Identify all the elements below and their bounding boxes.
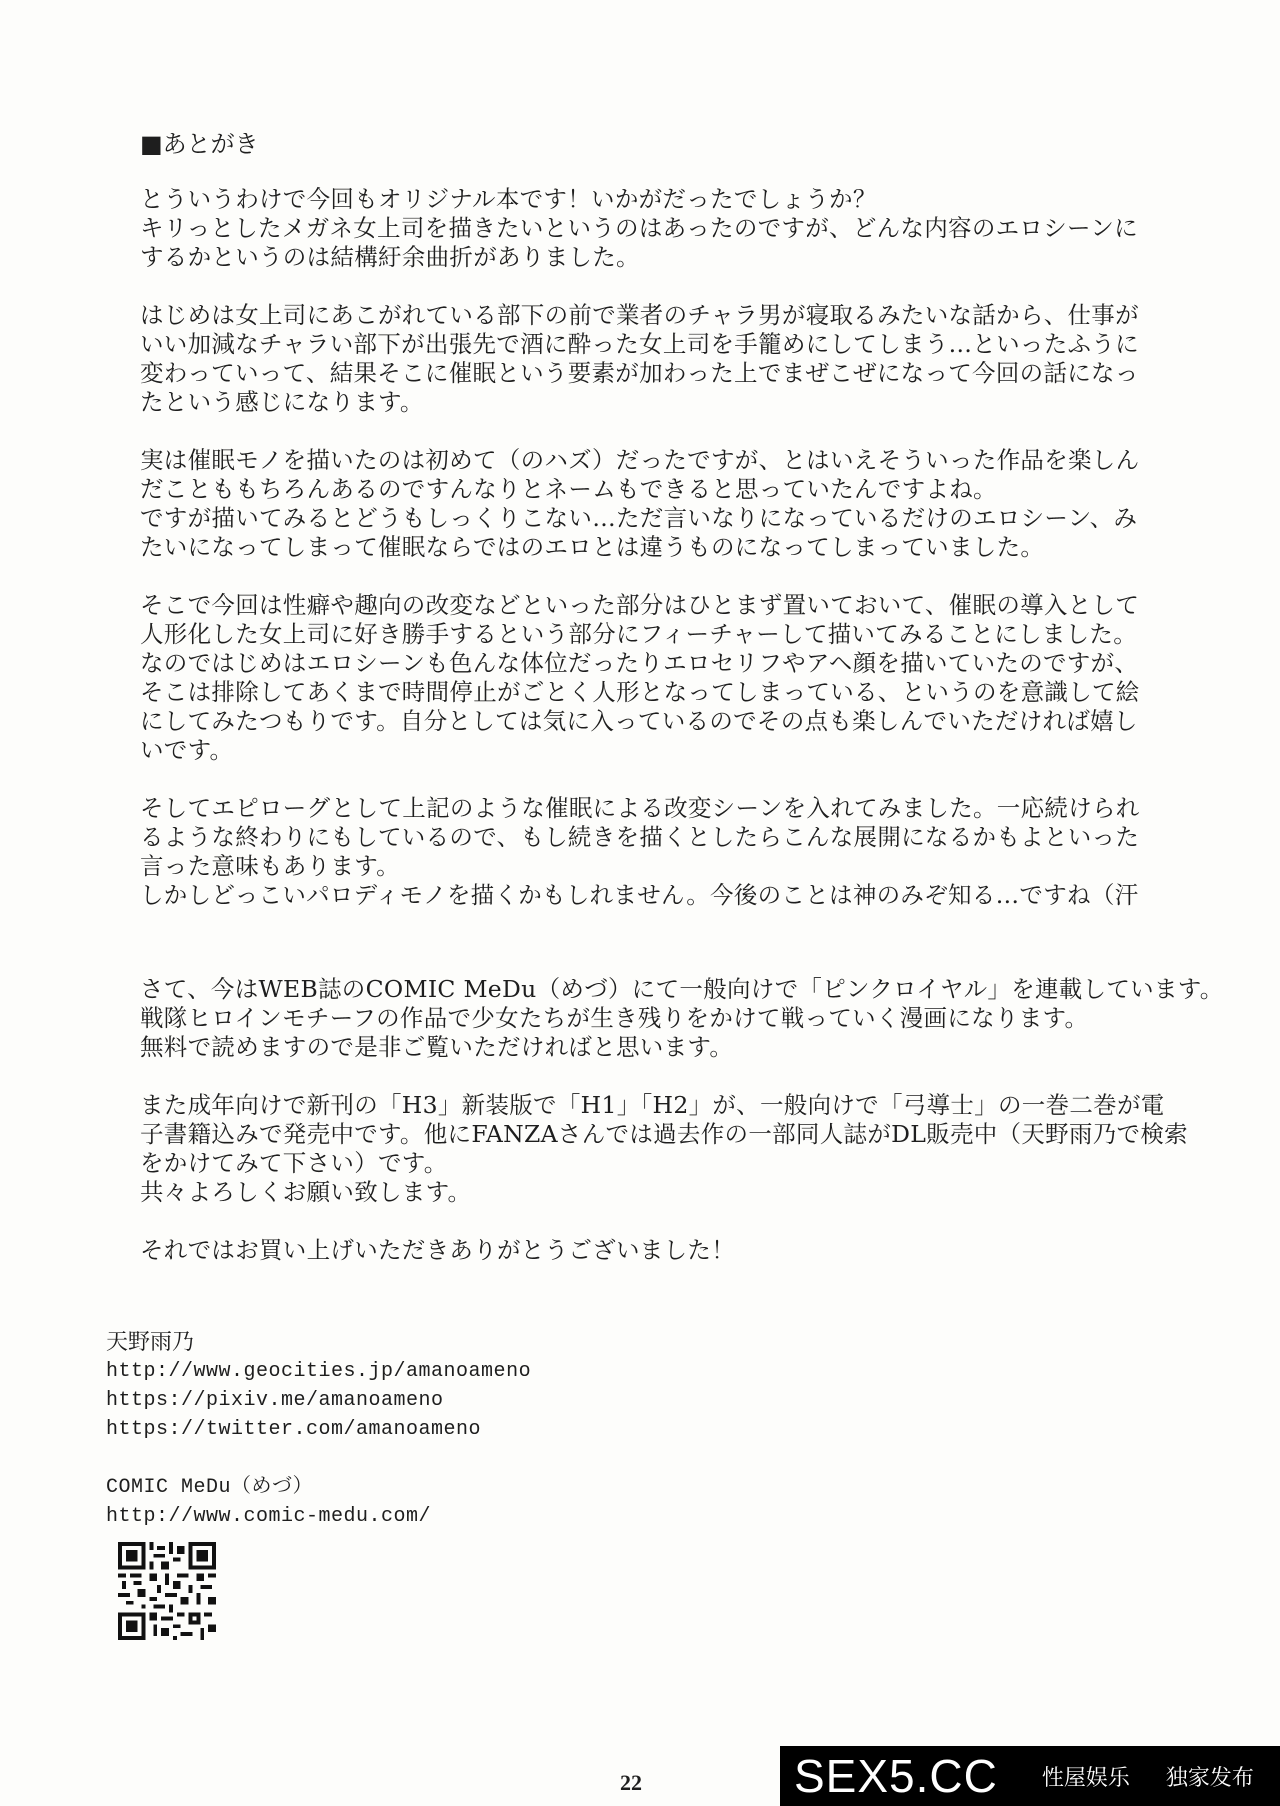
watermark-tag: 独家发布 bbox=[1165, 1765, 1254, 1791]
text-line: 実は催眠モノを描いたのは初めて（のハズ）だったですが、とはいえそういった作品を楽しん bbox=[140, 446, 1140, 474]
watermark-banner bbox=[780, 1746, 1280, 1806]
qr-code-icon bbox=[118, 1542, 216, 1640]
paragraph-4 bbox=[140, 591, 1170, 765]
text-line: にしてみたつもりです。自分としては気に入っているのでその点も楽しんでいただければ嬉し bbox=[140, 707, 1138, 735]
links-gap bbox=[106, 1444, 531, 1473]
text-line: しかしどっこいパロディモノを描くかもしれません。今後のことは神のみぞ知る…ですね（汗 bbox=[140, 881, 1139, 909]
watermark-tag: 性屋娱乐 bbox=[1041, 1765, 1130, 1791]
paragraph-1 bbox=[140, 185, 1170, 272]
paragraph-7 bbox=[140, 1091, 1188, 1207]
page-number: 22 bbox=[620, 1770, 642, 1795]
text-line: なのではじめはエロシーンも色んな体位だったりエロセリフやアヘ顔を描いていたのですが、 bbox=[140, 649, 1139, 677]
paragraph-8 bbox=[140, 1236, 1170, 1265]
text-line: とういうわけで今回もオリジナル本です！いかがだったでしょうか？ bbox=[140, 185, 877, 213]
author-link-pixiv[interactable]: https://pixiv.me/amanoameno bbox=[106, 1389, 444, 1412]
text-line: はじめは女上司にあこがれている部下の前で業者のチャラ男が寝取るみたいな話から、仕事が bbox=[140, 301, 1139, 329]
text-line: 子書籍込みで発売中です。他にFANZAさんでは過去作の一部同人誌がDL販売中（天野雨乃で検索 bbox=[140, 1120, 1188, 1148]
text-line: をかけてみて下さい）です。 bbox=[140, 1149, 448, 1177]
text-line: そこは排除してあくまで時間停止がごとく人形となってしまっている、というのを意識して絵 bbox=[140, 678, 1140, 706]
text-line: 人形化した女上司に好き勝手するという部分にフィーチャーして描いてみることにしました。 bbox=[140, 620, 1138, 648]
paragraph-5 bbox=[140, 794, 1170, 910]
text-line: 共々よろしくお願い致します。 bbox=[140, 1178, 472, 1206]
text-line: さて、今はWEB誌のCOMIC MeDu（めづ）にて一般向けで「ピンクロイヤル」を連載しています。 bbox=[140, 975, 1224, 1003]
text-line: だことももちろんあるのですんなりとネームもできると思っていたんですよね。 bbox=[140, 475, 997, 503]
text-line: 戦隊ヒロインモチーフの作品で少女たちが生き残りをかけて戦っていく漫画になります。 bbox=[140, 1004, 1089, 1032]
watermark-brand: SEX5.CC bbox=[794, 1750, 998, 1802]
afterword-body bbox=[140, 185, 1224, 1294]
text-line: キリっとしたメガネ女上司を描きたいというのはあったのですが、どんな内容のエロシーンに bbox=[140, 214, 1138, 242]
paragraph-3 bbox=[140, 446, 1170, 562]
text-line: そこで今回は性癖や趣向の改変などといった部分はひとまず置いておいて、催眠の導入として bbox=[140, 591, 1140, 619]
paragraph-6 bbox=[140, 975, 1224, 1062]
text-line: いい加減なチャラい部下が出張先で酒に酔った女上司を手籠めにしてしまう…といったふうに bbox=[140, 330, 1139, 358]
magazine-link[interactable]: http://www.comic-medu.com/ bbox=[106, 1505, 432, 1528]
author-name: 天野雨乃 bbox=[106, 1330, 195, 1355]
afterword-heading: ■あとがき bbox=[140, 130, 259, 158]
section-gap bbox=[140, 939, 1170, 975]
text-line: いです。 bbox=[140, 736, 234, 764]
text-line: るような終わりにもしているので、もし続きを描くとしたらこんな展開になるかもよといった bbox=[140, 823, 1140, 851]
text-line: ですが描いてみるとどうもしっくりこない…ただ言いなりになっているだけのエロシーン、み bbox=[140, 504, 1138, 532]
text-line: それではお買い上げいただきありがとうございました！ bbox=[140, 1236, 735, 1264]
text-line: 無料で読めますので是非ご覧いただければと思います。 bbox=[140, 1033, 734, 1061]
text-line: また成年向けで新刊の「H3」新装版で「H1」「H2」が、一般向けで「弓導士」の一巻二巻が電 bbox=[140, 1091, 1165, 1119]
author-link-geocities[interactable]: http://www.geocities.jp/amanoameno bbox=[106, 1360, 532, 1383]
text-line: 言った意味もあります。 bbox=[140, 852, 400, 880]
magazine-name: COMIC MeDu（めづ） bbox=[106, 1476, 314, 1499]
text-line: たという感じになります。 bbox=[140, 388, 424, 416]
text-line: 変わっていって、結果そこに催眠という要素が加わった上でまぜこぜになって今回の話になっ bbox=[140, 359, 1139, 387]
text-line: するかというのは結構紆余曲折がありました。 bbox=[140, 243, 640, 271]
text-line: そしてエピローグとして上記のような催眠による改変シーンを入れてみました。一応続けられ bbox=[140, 794, 1140, 822]
text-line: たいになってしまって催眠ならではのエロとは違うものになってしまっていました。 bbox=[140, 533, 1045, 561]
paragraph-2 bbox=[140, 301, 1170, 417]
contact-links bbox=[106, 1328, 531, 1531]
author-link-twitter[interactable]: https://twitter.com/amanoameno bbox=[106, 1418, 482, 1441]
